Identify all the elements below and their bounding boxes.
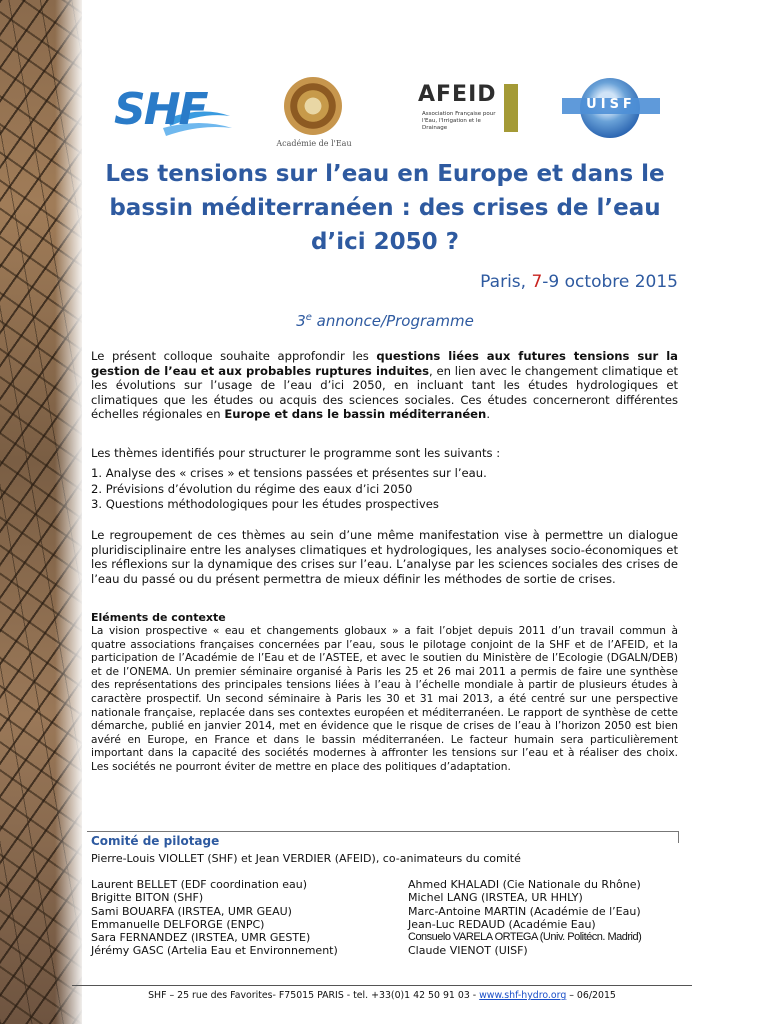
list-item: 1. Analyse des « crises » et tensions passées et présentes sur l’eau. — [91, 466, 487, 480]
regroupement-paragraph: Le regroupement de ces thèmes au sein d’une même manifestation vise à permettre un dialogue pluridisciplinaire entre les analyses climatiques et hydrologiques, les analyses socio-économiques et les réflexions sur la dynamique des crises sur l’eau. L’analyse par les sciences sociales des crises de l’eau du passé ou du présent permettra de mieux définir les méthodes de sortie de crises. — [91, 528, 678, 586]
academie-caption: Académie de l'Eau — [276, 139, 352, 148]
footer-date: – 06/2015 — [566, 990, 616, 1001]
committee-title: Comité de pilotage — [91, 834, 220, 848]
afeid-logo-subtext: Association Française pour l'Eau, l'Irrigation et le Drainage — [422, 111, 496, 131]
list-item: Consuelo VARELA ORTEGA (Univ. Politécn. Madrid) — [408, 931, 642, 944]
themes-list — [91, 466, 678, 513]
context-heading: Eléments de contexte — [91, 611, 226, 624]
context-paragraph: La vision prospective « eau et changements globaux » a fait l’objet depuis 2011 d’un travail commun à quatre associations françaises concernées par l’eau, sous le pilotage conjoint de la SHF et de l’AFEID, et la participation de l’Académie de l’Eau et de l’ASTEE, et avec le soutien du Ministère de l’Ecologie (DGALN/DEB) et de l’ONEMA. Un premier séminaire organisé à Paris les 25 et 26 mai 2011 a permis de faire une synthèse des représentations des principales tensions liées à l’eau à l’échelle mondiale à partir de plusieurs études à caractère prospectif. Un second séminaire à Paris les 30 et 31 mai 2013, a été centré sur une perspective nationale française, replacée dans ses contextes européen et méditerranéen. Le rapport de synthèse de cette démarche, publié en janvier 2014, met en évidence que le risque de crises de l’eau à l’horizon 2050 est bien avéré en Europe, en France et dans le bassin méditerranéen. Le facteur humain sera particulièrement important dans la capacité des sociétés modernes à affronter les tensions sur l’eau et à réaliser des choix. Les sociétés ne pourront éviter de mettre en place des politiques d’adaptation. — [91, 625, 678, 773]
uisf-logo — [562, 78, 660, 140]
announcement-subtitle — [0, 312, 770, 330]
event-city: Paris, — [480, 272, 532, 292]
committee-coordinators: Pierre-Louis VIOLLET (SHF) et Jean VERDIER (AFEID), co-animateurs du comité — [91, 852, 521, 865]
announcement-number: 3 — [296, 312, 306, 330]
list-item: Ahmed KHALADI (Cie Nationale du Rhône) — [408, 878, 641, 891]
list-item: Claude VIENOT (UISF) — [408, 944, 528, 958]
list-item: Jean-Luc REDAUD (Académie Eau) — [408, 917, 596, 931]
event-date — [480, 272, 678, 292]
uisf-logo-text: UISF — [586, 97, 636, 112]
academie-eau-logo — [276, 75, 352, 155]
intro-paragraph — [91, 349, 678, 422]
list-item: 3. Questions méthodologiques pour les études prospectives — [91, 497, 439, 511]
announcement-superscript: e — [305, 312, 312, 323]
afeid-logo — [418, 80, 528, 142]
list-item: Sami BOUARFA (IRSTEA, UMR GEAU) — [91, 904, 292, 918]
list-item: Emmanuelle DELFORGE (ENPC) — [91, 917, 265, 931]
list-item: Brigitte BITON (SHF) — [91, 891, 204, 905]
event-start-day: 7 — [531, 272, 543, 292]
themes-intro: Les thèmes identifiés pour structurer le programme sont les suivants : — [91, 446, 501, 460]
event-date-rest: -9 octobre 2015 — [542, 272, 678, 292]
list-item: Michel LANG (IRSTEA, UR HHLY) — [408, 891, 583, 905]
intro-text: . — [486, 407, 490, 422]
shf-logo-text: SHF — [114, 84, 207, 135]
divider — [87, 831, 679, 832]
footer-address: SHF – 25 rue des Favorites- F75015 PARIS - tel. +33(0)1 42 50 91 03 - — [148, 990, 480, 1001]
list-item: Jérémy GASC (Artelia Eau et Environnement) — [91, 944, 338, 958]
list-item: 2. Prévisions d’évolution du régime des eaux d’ici 2050 — [91, 481, 413, 496]
page-title: Les tensions sur l’eau en Europe et dans le bassin méditerranéen : des crises de l’eau d’ici 2050 ? — [105, 161, 665, 255]
list-item: Sara FERNANDEZ (IRSTEA, UMR GESTE) — [91, 931, 311, 945]
list-item: Marc-Antoine MARTIN (Académie de l’Eau) — [408, 904, 641, 918]
academie-seal-icon — [284, 77, 342, 135]
afeid-wheat-icon — [504, 84, 518, 132]
announcement-text: annonce/Programme — [311, 312, 474, 330]
image-fade — [55, 0, 85, 1024]
committee-members-right — [408, 878, 688, 958]
footer-divider — [72, 985, 692, 986]
list-item: Laurent BELLET (EDF coordination eau) — [91, 878, 308, 891]
intro-emphasis: questions liées aux futures tensions sur la gestion de l’eau et aux probables ruptures induites — [91, 349, 678, 378]
website-link[interactable]: www.shf-hydro.org — [479, 990, 567, 1001]
footer — [72, 990, 692, 1001]
committee-members-left — [91, 878, 391, 958]
divider — [678, 831, 679, 843]
intro-emphasis: Europe et dans le bassin méditerranéen — [224, 407, 487, 422]
afeid-logo-text: AFEID — [418, 82, 497, 107]
shf-logo — [108, 78, 233, 148]
intro-text: Le présent colloque souhaite approfondir les — [91, 349, 377, 363]
intro-text: , en lien avec le changement climatique et les évolutions sur l’usage de l’eau d’ici 2050, en incluant tant les études hydrologiques et climatiques que les études ou acquis des sciences sociales. Ces études concerneront différentes échelles régionales en — [91, 363, 679, 422]
